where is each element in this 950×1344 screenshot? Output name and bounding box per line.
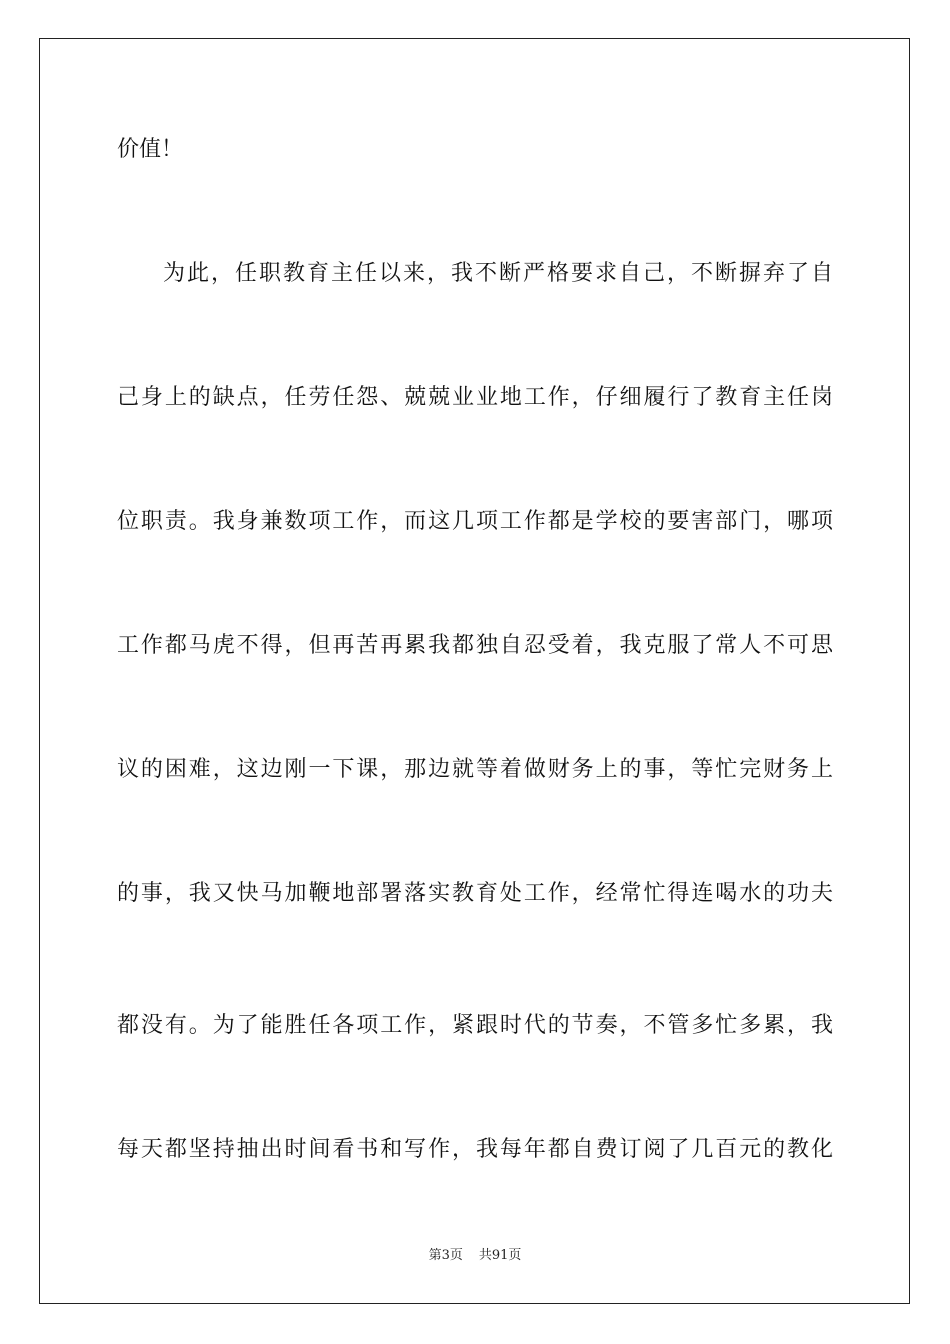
paragraph-line: 的事，我又快马加鞭地部署落实教育处工作，经常忙得连喝水的功夫 (117, 881, 833, 906)
paragraph-line: 工作都马虎不得，但再苦再累我都独自忍受着，我克服了常人不可思 (117, 633, 833, 658)
page-border (39, 38, 910, 1304)
paragraph-line: 位职责。我身兼数项工作，而这几项工作都是学校的要害部门，哪项 (117, 509, 833, 534)
paragraph-line: 为此，任职教育主任以来，我不断严格要求自己，不断摒弃了自 (163, 261, 833, 286)
paragraph-line: 都没有。为了能胜任各项工作，紧跟时代的节奏，不管多忙多累，我 (117, 1013, 833, 1038)
paragraph-line: 价值！ (117, 137, 184, 162)
page-number: 第3页 (428, 1248, 463, 1263)
paragraph-line: 议的困难，这边刚一下课，那边就等着做财务上的事，等忙完财务上 (117, 757, 833, 782)
paragraph-line: 每天都坚持抽出时间看书和写作，我每年都自费订阅了几百元的教化 (117, 1137, 833, 1162)
page-footer (0, 1248, 950, 1264)
page-total: 共91页 (478, 1248, 522, 1263)
paragraph-line: 己身上的缺点，任劳任怨、兢兢业业地工作，仔细履行了教育主任岗 (117, 385, 833, 410)
